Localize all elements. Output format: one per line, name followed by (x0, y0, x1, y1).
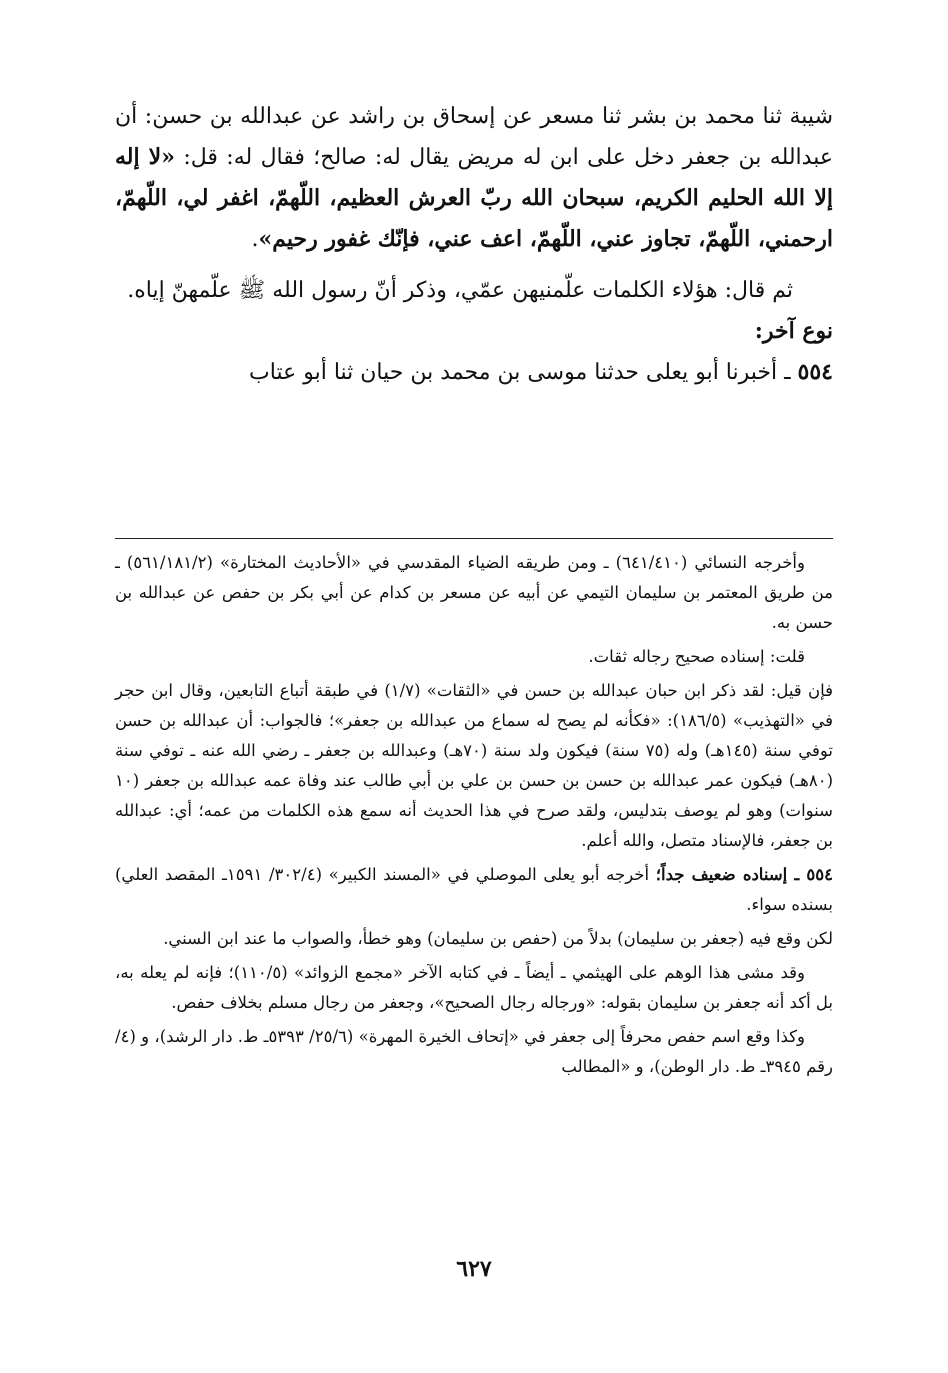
footnote-ithaf: وكذا وقع اسم حفص محرفاً إلى جعفر في «إتحاف الخيرة المهرة» (٢٥/٦/ ٥٣٩٣ـ ط. دار الرشد)، و (٤/رقم ٣٩٤٥ـ ط. دار الوطن)، و «المطالب (115, 1027, 833, 1076)
dua-quote: «لا إله إلا الله الحليم الكريم، سبحان الله ربّ العرش العظيم، اللّهمّ، اغفر لي، اللّهمّ، ارحمني، اللّهمّ، تجاوز عني، اللّهمّ، اعف عني، فإنّك غفور رحيم» (115, 144, 833, 252)
footnote-error: لكن وقع فيه (جعفر بن سليمان) بدلاً من (حفص بن سليمان) وهو خطأ، والصواب ما عند ابن السني. (163, 929, 833, 948)
footnote-554-text: أخرجه أبو يعلى الموصلي في «المسند الكبير» (٣٠٢/٤/ ١٥٩١ـ المقصد العلي) بسنده سواء. (115, 865, 833, 914)
paragraph-hadith-text (115, 96, 833, 260)
page-number: ٦٢٧ (456, 1256, 492, 1282)
footnote-554-number: ٥٥٤ (806, 865, 833, 884)
main-text (115, 96, 833, 393)
paragraph-teaching: ثم قال: هؤلاء الكلمات علّمنيهن عمّي، وذكر أنّ رسول الله ﷺ علّمهنّ إياه. (127, 278, 793, 303)
hadith-number: ٥٥٤ (797, 359, 833, 385)
footnote-554-grade: ـ إسناده ضعيف جداً؛ (655, 865, 807, 884)
hadith-554-text: ـ أخبرنا أبو يعلى حدثنا موسى بن محمد بن حيان ثنا أبو عتاب (249, 360, 798, 385)
paragraph-hadith-554 (115, 352, 833, 393)
footnote-divider (115, 538, 833, 539)
paragraph-hadith-end: . (251, 227, 259, 252)
footnote-discussion: فإن قيل: لقد ذكر ابن حبان عبدالله بن حسن في «الثقات» (١/٧) في طبقة أتباع التابعين، وقال ابن حجر في «التهذيب» (١٨٦/٥): «فكأنه لم يصح له سماع من عبدالله بن جعفر»؛ فالجواب: أن عبدالله بن حسن توفي سنة (١٤٥هـ) وله (٧٥ سنة) فيكون ولد سنة (٧٠هـ) وعبدالله بن جعفر ـ رضي الله عنه ـ توفي سنة (٨٠هـ) فيكون عمر عبدالله بن حسن بن حسن بن علي بن أبي طالب عند وفاة عمه عبدالله بن جعفر (١٠ سنوات) وهو لم يوصف بتدليس، ولقد صرح في هذا الحديث أنه سمع هذه الكلمات من عمه؛ أي: عبدالله بن جعفر، فالإسناد متصل، والله أعلم. (115, 681, 833, 850)
section-heading: نوع آخر: (754, 318, 833, 344)
footnote-nasai: وأخرجه النسائي (٦٤١/٤١٠) ـ ومن طريقه الضياء المقدسي في «الأحاديث المختارة» (٥٦١/١٨١/٢) ـ من طريق المعتمر بن سليمان التيمي عن أبيه عن مسعر بن كدام عن أبي بكر بن حفص عن عبدالله بن حسن به. (115, 553, 833, 632)
footnotes (115, 548, 833, 1086)
footnote-haythami: وقد مشى هذا الوهم على الهيثمي ـ أيضاً ـ في كتابه الآخر «مجمع الزوائد» (١١٠/٥)؛ فإنه لم يعله به، بل أكد أنه جعفر بن سليمان بقوله: «ورجاله رجال الصحيح»، وجعفر من رجال مسلم بخلاف حفص. (115, 963, 833, 1012)
footnote-verdict: قلت: إسناده صحيح رجاله ثقات. (588, 647, 805, 666)
footnote-554 (115, 860, 833, 920)
paragraph-hadith-intro: شيبة ثنا محمد بن بشر ثنا مسعر عن إسحاق بن راشد عن عبدالله بن حسن: أن عبدالله بن جعفر دخل على ابن له مريض يقال له: صالح؛ فقال له: قل: (115, 104, 833, 170)
